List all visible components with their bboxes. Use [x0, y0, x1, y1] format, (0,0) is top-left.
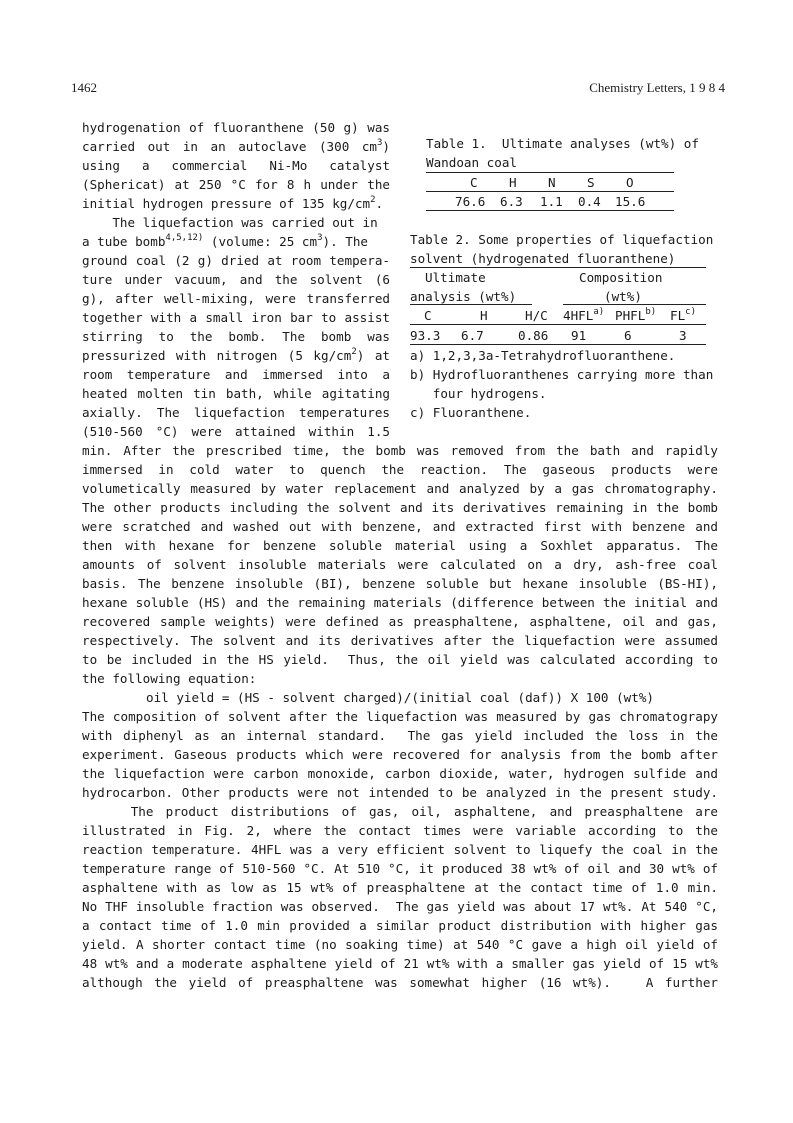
- table-cell: 6: [624, 328, 632, 343]
- table-cell: 1.1: [540, 194, 563, 209]
- table-header-cell: H: [480, 308, 488, 323]
- table-group-header: Ultimate: [425, 270, 486, 285]
- table-cell: 91: [571, 328, 587, 343]
- table-2-caption: solvent (hydrogenated fluoranthene): [410, 251, 676, 266]
- text-line: the following equation:: [82, 671, 257, 686]
- text-line: The liquefaction was carried out in: [82, 215, 378, 230]
- text-line: hexane soluble (HS) and the remaining materials (difference between the initial and: [82, 595, 718, 610]
- table-2-caption: Table 2. Some properties of liquefaction: [410, 232, 714, 247]
- table-rule: [410, 344, 706, 345]
- oil-yield-equation: oil yield = (HS - solvent charged)/(initial coal (daf)) X 100 (wt%): [146, 690, 654, 705]
- text-line: min. After the prescribed time, the bomb was removed from the bath and rapidly: [82, 443, 718, 458]
- table-cell: 15.6: [615, 194, 646, 209]
- table-cell: 93.3: [410, 328, 441, 343]
- text-line: together with a small iron bar to assist: [82, 310, 390, 325]
- text-line: were scratched and washed out with benzene, and extracted first with benzene and: [82, 519, 718, 534]
- table-cell: 6.3: [500, 194, 523, 209]
- text-line: hydrocarbon. Other products were not intended to be analyzed in the present study.: [82, 785, 718, 800]
- text-line: room temperature and immersed into a: [82, 367, 390, 382]
- text-line: stirring to the bomb. The bomb was: [82, 329, 390, 344]
- table-1-caption: Wandoan coal: [426, 155, 517, 170]
- text-line: hydrogenation of fluoranthene (50 g) was: [82, 120, 390, 135]
- table-group-header: Composition: [579, 270, 663, 285]
- text-line: g), after well-mixing, were transferred: [82, 291, 390, 306]
- text-line: a tube bomb$^{4,5,12)}$ (volume: 25 $cm^3$). The: [82, 232, 368, 249]
- table-rule: [563, 304, 706, 305]
- text-line: temperature range of 510-560 °C. At 510 °C, it produced 38 wt% of oil and 30 wt% of: [82, 861, 718, 876]
- table-header-cell: C: [470, 175, 478, 190]
- text-line: respectively. The solvent and its derivatives after the liquefaction were assumed: [82, 633, 718, 648]
- text-line: yield. A shorter contact time (no soaking time) at 540 °C gave a high oil yield of: [82, 937, 718, 952]
- text-line: immersed in cold water to quench the reaction. The gaseous products were: [82, 462, 718, 477]
- table-cell: 6.7: [461, 328, 484, 343]
- text-line: a contact time of 1.0 min provided a similar product distribution with higher gas: [82, 918, 718, 933]
- table-header-cell: H: [509, 175, 517, 190]
- text-line: experiment. Gaseous products which were recovered for analysis from the bomb after: [82, 747, 718, 762]
- table-header-cell: N: [548, 175, 556, 190]
- journal-name: Chemistry Letters, 1 9 8 4: [589, 80, 725, 95]
- text-line: volumetically measured by water replacement and analyzed by a gas chromatography.: [82, 481, 718, 496]
- table-header-cell: PHFL$^{b)}$: [615, 306, 657, 323]
- text-line: 48 wt% and a moderate asphaltene yield of 21 wt% with a smaller gas yield of 15 wt%: [82, 956, 718, 971]
- table-header-cell: S: [587, 175, 595, 190]
- table-footnote: c) Fluoranthene.: [410, 405, 532, 420]
- table-header-cell: H/C: [525, 308, 548, 323]
- table-header-cell: FL$^{c)}$: [670, 306, 697, 323]
- text-line: pressurized with nitrogen (5 $kg/cm^2$) at: [82, 346, 390, 363]
- text-line: illustrated in Fig. 2, where the contact times were variable according to the: [82, 823, 718, 838]
- table-rule: [410, 304, 532, 305]
- text-line: heated molten tin bath, while agitating: [82, 386, 390, 401]
- text-line: The product distributions of gas, oil, asphaltene, and preasphaltene are: [82, 804, 718, 819]
- table-cell: 0.4: [578, 194, 601, 209]
- table-cell: 76.6: [455, 194, 486, 209]
- text-line: initial hydrogen pressure of 135 $kg/cm^2$.: [82, 194, 384, 211]
- text-line: basis. The benzene insoluble (BI), benzene soluble but hexane insoluble (BS-HI),: [82, 576, 718, 591]
- text-line: carried out in an autoclave (300 $cm^3$): [82, 137, 390, 154]
- text-line: amounts of solvent insoluble materials were calculated on a dry, ash-free coal: [82, 557, 718, 572]
- table-cell: 0.86: [518, 328, 549, 343]
- table-footnote: four hydrogens.: [410, 386, 547, 401]
- table-1-caption: Table 1. Ultimate analyses (wt%) of: [426, 136, 699, 151]
- table-footnote: b) Hydrofluoranthenes carrying more than: [410, 367, 714, 382]
- table-rule: [426, 210, 674, 211]
- text-line: asphaltene with as low as 15 wt% of preasphaltene at the contact time of 1.0 min.: [82, 880, 718, 895]
- table-group-header: (wt%): [604, 289, 642, 304]
- text-line: ture under vacuum, and the solvent (6: [82, 272, 390, 287]
- text-line: (510-560 °C) were attained within 1.5: [82, 424, 390, 439]
- text-line: (Sphericat) at 250 °C for 8 h under the: [82, 177, 390, 192]
- text-line: reaction temperature. 4HFL was a very efficient solvent to liquefy the coal in the: [82, 842, 718, 857]
- table-header-cell: C: [424, 308, 432, 323]
- page-number: 1462: [71, 80, 97, 95]
- text-line: to be included in the HS yield. Thus, the oil yield was calculated according to: [82, 652, 718, 667]
- text-line: The other products including the solvent and its derivatives remaining in the bomb: [82, 500, 718, 515]
- text-line: recovered sample weights) were defined as preasphaltene, asphaltene, oil and gas,: [82, 614, 718, 629]
- text-line: axially. The liquefaction temperatures: [82, 405, 390, 420]
- table-footnote: a) 1,2,3,3a-Tetrahydrofluoranthene.: [410, 348, 676, 363]
- text-line: using a commercial Ni-Mo catalyst: [82, 158, 390, 173]
- text-line: The composition of solvent after the liquefaction was measured by gas chromatograpy: [82, 709, 718, 724]
- text-line: although the yield of preasphaltene was somewhat higher (16 wt%). A further: [82, 975, 718, 990]
- table-rule: [410, 324, 706, 325]
- text-line: ground coal (2 g) dried at room tempera-: [82, 253, 390, 268]
- table-header-cell: O: [626, 175, 634, 190]
- text-line: with diphenyl as an internal standard. The gas yield included the loss in the: [82, 728, 718, 743]
- table-header-cell: 4HFL$^{a)}$: [563, 306, 605, 323]
- text-line: then with hexane for benzene soluble material using a Soxhlet apparatus. The: [82, 538, 718, 553]
- text-line: No THF insoluble fraction was observed. The gas yield was about 17 wt%. At 540 °C,: [82, 899, 718, 914]
- table-cell: 3: [679, 328, 687, 343]
- text-line: the liquefaction were carbon monoxide, carbon dioxide, water, hydrogen sulfide and: [82, 766, 718, 781]
- table-group-header: analysis (wt%): [410, 289, 517, 304]
